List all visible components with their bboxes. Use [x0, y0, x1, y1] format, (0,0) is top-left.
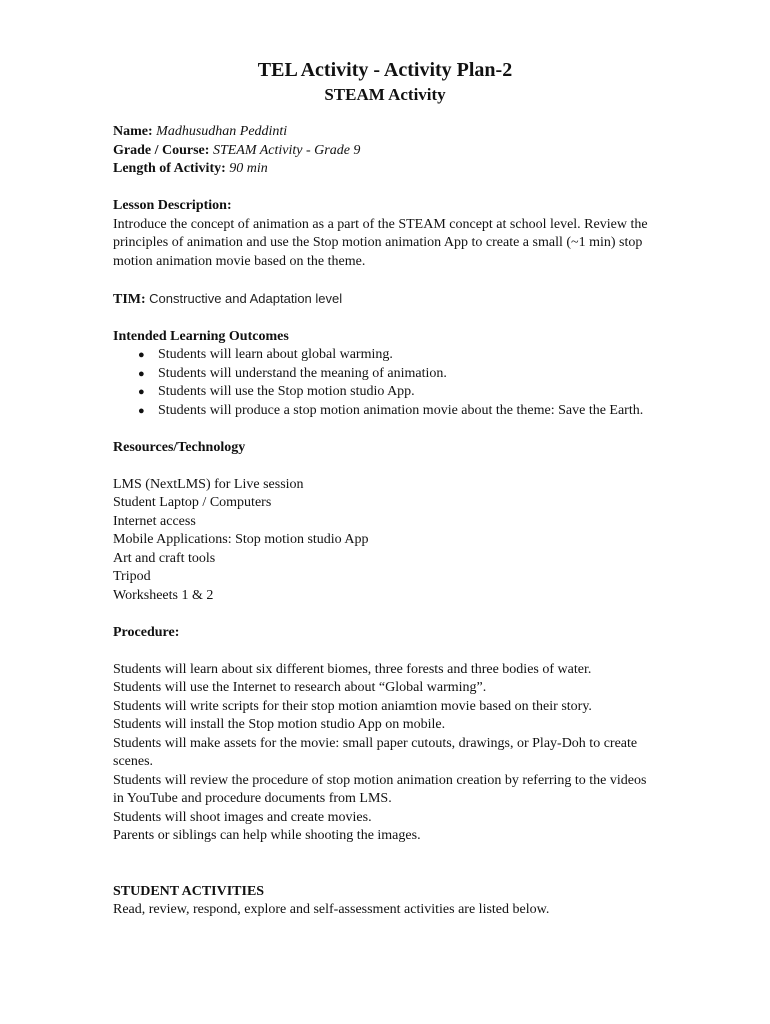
list-item: ● Students will learn about global warming. [113, 346, 658, 365]
grade-row [113, 142, 658, 161]
outcomes-list [113, 346, 658, 420]
length-row [113, 160, 658, 179]
list-item: Worksheets 1 & 2 [113, 587, 214, 603]
bullet-icon: ● [138, 367, 145, 380]
list-item: Students will make assets for the movie: small paper cutouts, drawings, or Play-Doh to create scenes. [113, 735, 638, 769]
tim-row [113, 290, 658, 310]
student-activities-text: Read, review, respond, explore and self-assessment activities are listed below. [113, 902, 550, 917]
list-item: Students will write scripts for their stop motion aniamtion movie based on their story. [113, 698, 592, 714]
outcomes-heading: Intended Learning Outcomes [113, 328, 289, 344]
list-item: Student Laptop / Computers [113, 495, 272, 510]
lesson-heading: Lesson Description: [113, 198, 232, 213]
list-item: LMS (NextLMS) for Live session [113, 476, 304, 492]
list-item: Students will shoot images and create movies. [113, 809, 372, 825]
document-body [113, 123, 658, 920]
grade-value: STEAM Activity - Grade 9 [212, 142, 361, 158]
list-item: Parents or siblings can help while shooting the images. [113, 828, 421, 843]
student-activities-heading: STUDENT ACTIVITIES [113, 883, 265, 899]
resources-heading: Resources/Technology [113, 439, 246, 455]
name-label: Name: [113, 124, 153, 139]
lesson-text: Introduce the concept of animation as a part of the STEAM concept at school level. Review the principles of animation and use the Stop motion animation App to create a small (~1 min) stop motion animation movie based on the theme. [113, 216, 648, 269]
procedure-heading: Procedure: [113, 624, 180, 640]
list-item: Students will use the Internet to research about “Global warming”. [113, 680, 487, 695]
length-label: Length of Activity: [113, 161, 226, 176]
name-value: Madhusudhan Peddinti [156, 124, 288, 139]
bullet-icon: ● [138, 404, 145, 417]
length-value: 90 min [229, 161, 268, 176]
name-row [113, 123, 658, 142]
list-item: ● Students will use the Stop motion studio App. [113, 383, 658, 402]
tim-label: TIM: [113, 291, 146, 307]
list-item: Mobile Applications: Stop motion studio App [113, 532, 369, 547]
document-title: TEL Activity - Activity Plan-2 [257, 59, 513, 81]
list-item: Art and craft tools [113, 550, 216, 566]
tim-value: Constructive and Adaptation level [149, 290, 343, 306]
bullet-icon: ● [138, 349, 145, 361]
list-item: Internet access [113, 513, 196, 529]
list-item: Students will install the Stop motion studio App on mobile. [113, 717, 446, 732]
list-item: ● Students will produce a stop motion animation movie about the theme: Save the Earth. [113, 402, 658, 421]
list-item: Tripod [113, 569, 151, 584]
grade-label: Grade / Course: [113, 142, 210, 158]
document-subtitle: STEAM Activity [324, 85, 446, 104]
list-item: ● Students will understand the meaning of animation. [113, 365, 658, 384]
bullet-icon: ● [138, 386, 145, 398]
list-item: Students will learn about six different biomes, three forests and three bodies of water. [113, 661, 592, 677]
list-item: Students will review the procedure of stop motion animation creation by referring to the videos in YouTube and procedure documents from LMS. [113, 772, 647, 806]
